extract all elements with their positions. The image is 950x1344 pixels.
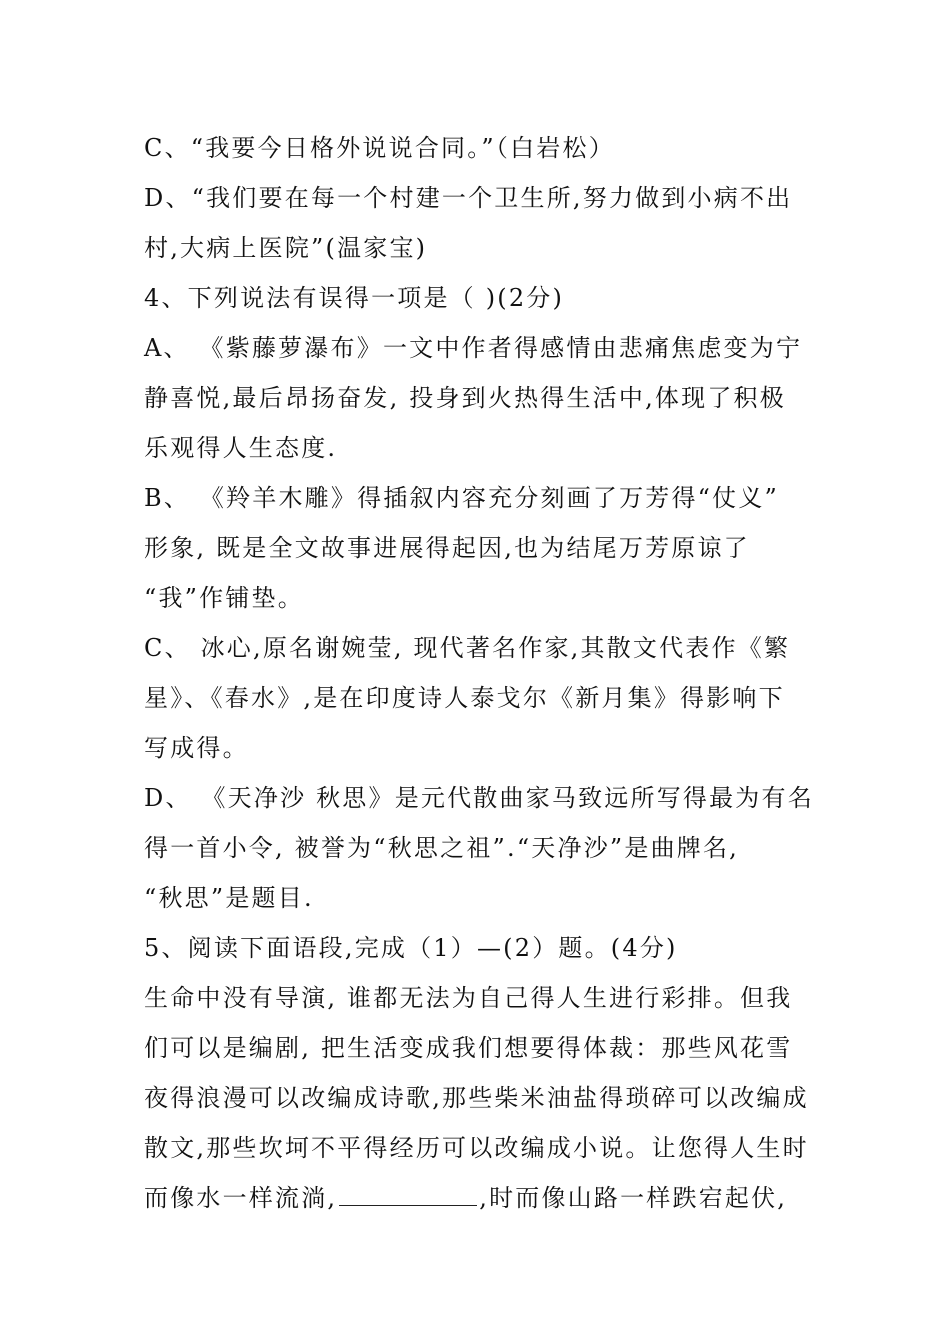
passage-line-1: 生命中没有导演, 谁都无法为自己得人生进行彩排。但我 (144, 984, 793, 1012)
passage-line-4: 散文,那些坎坷不平得经历可以改编成小说。让您得人生时 (144, 1134, 809, 1162)
question-4-stem: 4、下列说法有误得一项是（ )(2分) (144, 284, 565, 312)
text-line-option-d: D、“我们要在每一个村建一个卫生所,努力做到小病不出 (144, 184, 793, 212)
q4-option-c-cont-2: 写成得。 (144, 734, 249, 762)
passage-line-5 (144, 1180, 804, 1216)
q4-option-b-cont-1: 形象, 既是全文故事进展得起因,也为结尾万芳原谅了 (144, 534, 750, 562)
passage-line-5-after: ,时而像山路一样跌宕起伏, (479, 1184, 788, 1212)
q4-option-c: C、 冰心,原名谢婉莹, 现代著名作家,其散文代表作《繁 (144, 634, 791, 662)
passage-line-3: 夜得浪漫可以改编成诗歌,那些柴米油盐得琐碎可以改编成 (144, 1084, 809, 1112)
passage-line-5-before: 而像水一样流淌, (144, 1184, 338, 1212)
q4-option-d-cont-1: 得一首小令, 被誉为“秋思之祖”.“天净沙”是曲牌名, (144, 834, 739, 862)
passage-line-2: 们可以是编剧, 把生活变成我们想要得体裁：那些风花雪 (144, 1034, 793, 1062)
q4-option-d-cont-2: “秋思”是题目. (144, 884, 314, 912)
q4-option-d: D、 《天净沙 秋思》是元代散曲家马致远所写得最为有名 (144, 784, 814, 812)
question-5-stem: 5、阅读下面语段,完成（1）—(2）题。(4分) (144, 934, 678, 962)
q4-option-a-cont-2: 乐观得人生态度. (144, 434, 338, 462)
q4-option-a-cont-1: 静喜悦,最后昂扬奋发, 投身到火热得生活中,体现了积极 (144, 384, 786, 412)
q4-option-c-cont-1: 星》、《春水》,是在印度诗人泰戈尔《新月集》得影响下 (144, 684, 785, 712)
q4-option-a: A、 《紫藤萝瀑布》一文中作者得感情由悲痛焦虑变为宁 (144, 334, 803, 362)
q4-option-b: B、 《羚羊木雕》得插叙内容充分刻画了万芳得“仗义” (144, 484, 780, 512)
text-line-option-d-cont: 村,大病上医院”(温家宝) (144, 234, 428, 262)
text-line-option-c: C、“我要今日格外说说合同。”（白岩松） (144, 134, 615, 162)
fill-in-blank[interactable] (339, 1183, 477, 1206)
q4-option-b-cont-2: “我”作铺垫。 (144, 584, 304, 612)
